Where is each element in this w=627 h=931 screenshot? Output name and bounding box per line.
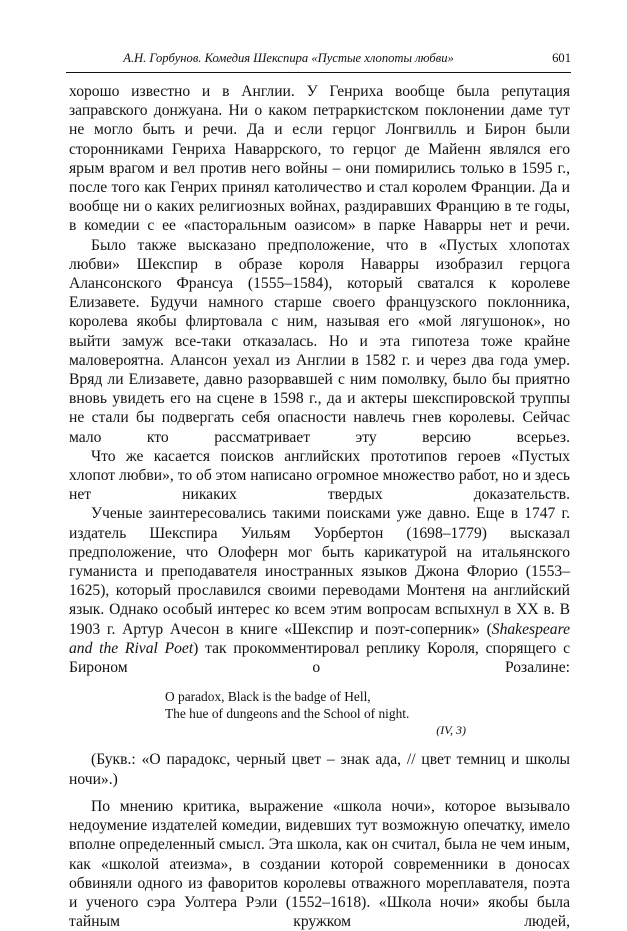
header-rule [66,72,571,73]
running-header [66,50,571,70]
body-text [69,82,570,931]
paragraph-gap [69,789,570,797]
book-title-english: Shakespeare and the Rival Poet [69,620,570,657]
paragraph-4-part-2: ) так прокомментировал реплику Короля, спорящего с Бироном о Розалине: [69,639,570,677]
paragraph-1: хорошо известно и в Англии. У Генриха вообще была репутация заправского донжуана. Ни о каком петраркистском поклонении даме тут не могло быть и речи. Да и если герцог Лонгвилль и Бирон были сторонниками Генриха Наваррского, то герцог де Майенн являлся его ярым врагом и вел против него войны – они помирились только в 1595 г., после того как Генрих принял католичество и стал королем Франции. Да и вообще ни о каких религиозных войнах, раздиравших Францию в те годы, в комедии с ее «пасторальным оазисом» в парке Наварры нет и речи. [69,83,570,235]
page-number: 601 [552,51,571,65]
paragraph-4 [69,504,570,677]
running-title: А.Н. Горбунов. Комедия Шекспира «Пустые хлопоты любви» [123,51,454,65]
verse-line-2: The hue of dungeons and the School of night. [165,705,410,721]
verse-line-1: O paradox, Black is the badge of Hell, [165,689,371,705]
paragraph-3: Что же касается поисков английских прототипов героев «Пустых хлопот любви», то об этом написано огромное множество работ, но и здесь нет никаких твердых доказательств. [69,447,570,504]
verse-reference: (IV, 3) [436,723,466,738]
verse-quote [165,689,570,738]
paragraph-5: По мнению критика, выражение «школа ночи», которое вызывало недоумение издателей комедии, видевших тут возможную опечатку, имело вполне определенный смысл. Эта школа, как он считал, была не чем иным, как «школой атеизма», в создании которой современники в доносах обвиняли одного из фаворитов королевы отважного мореплавателя, поэта и ученого сэра Уолтера Рэли (1552–1618). «Школа ночи» якобы была тайным кружком людей, [69,797,570,931]
paragraph-2: Было также высказано предположение, что в «Пустых хлопотах любви» Шекспир в образе короля Наварры изобразил герцога Алансонского Франсуа (1555–1584), который сватался к королеве Елизавете. Будучи намного старше своего французского поклонника, королева якобы флиртовала с ним, называя его «мой лягушонок», но выйти замуж все-таки отказалась. Но и эта гипотеза тоже крайне маловероятна. Алансон уехал из Англии в 1582 г. и через два года умер. Вряд ли Елизавете, давно разорвавшей с ним помолвку, было бы приятно вновь увидеть его на сцене в 1598 г., да и актеры шекспировской труппы не стали бы подвергать себя опасности навлечь гнев королевы. Сейчас мало кто рассматривает эту версию всерьез. [69,236,570,446]
translation-line: (Букв.: «О парадокс, черный цвет – знак ада, // цвет темниц и школы ночи».) [69,751,570,788]
paragraph-4-part-1: Ученые заинтересовались такими поисками уже давно. Еще в 1747 г. издатель Шекспира Уильям Уорбертон (1698–1779) высказал предположение, что Олоферн мог быть карикатурой на итальянского гуманиста и преподавателя иностранных языков Джона Флорио (1553–1625), который прославился своими переводами Монтеня на английский язык. Однако особый интерес ко всем этим вопросам вспыхнул в XX в. В 1903 г. Артур Ачесон в книге «Шекспир и поэт-соперник» ( [69,505,570,638]
